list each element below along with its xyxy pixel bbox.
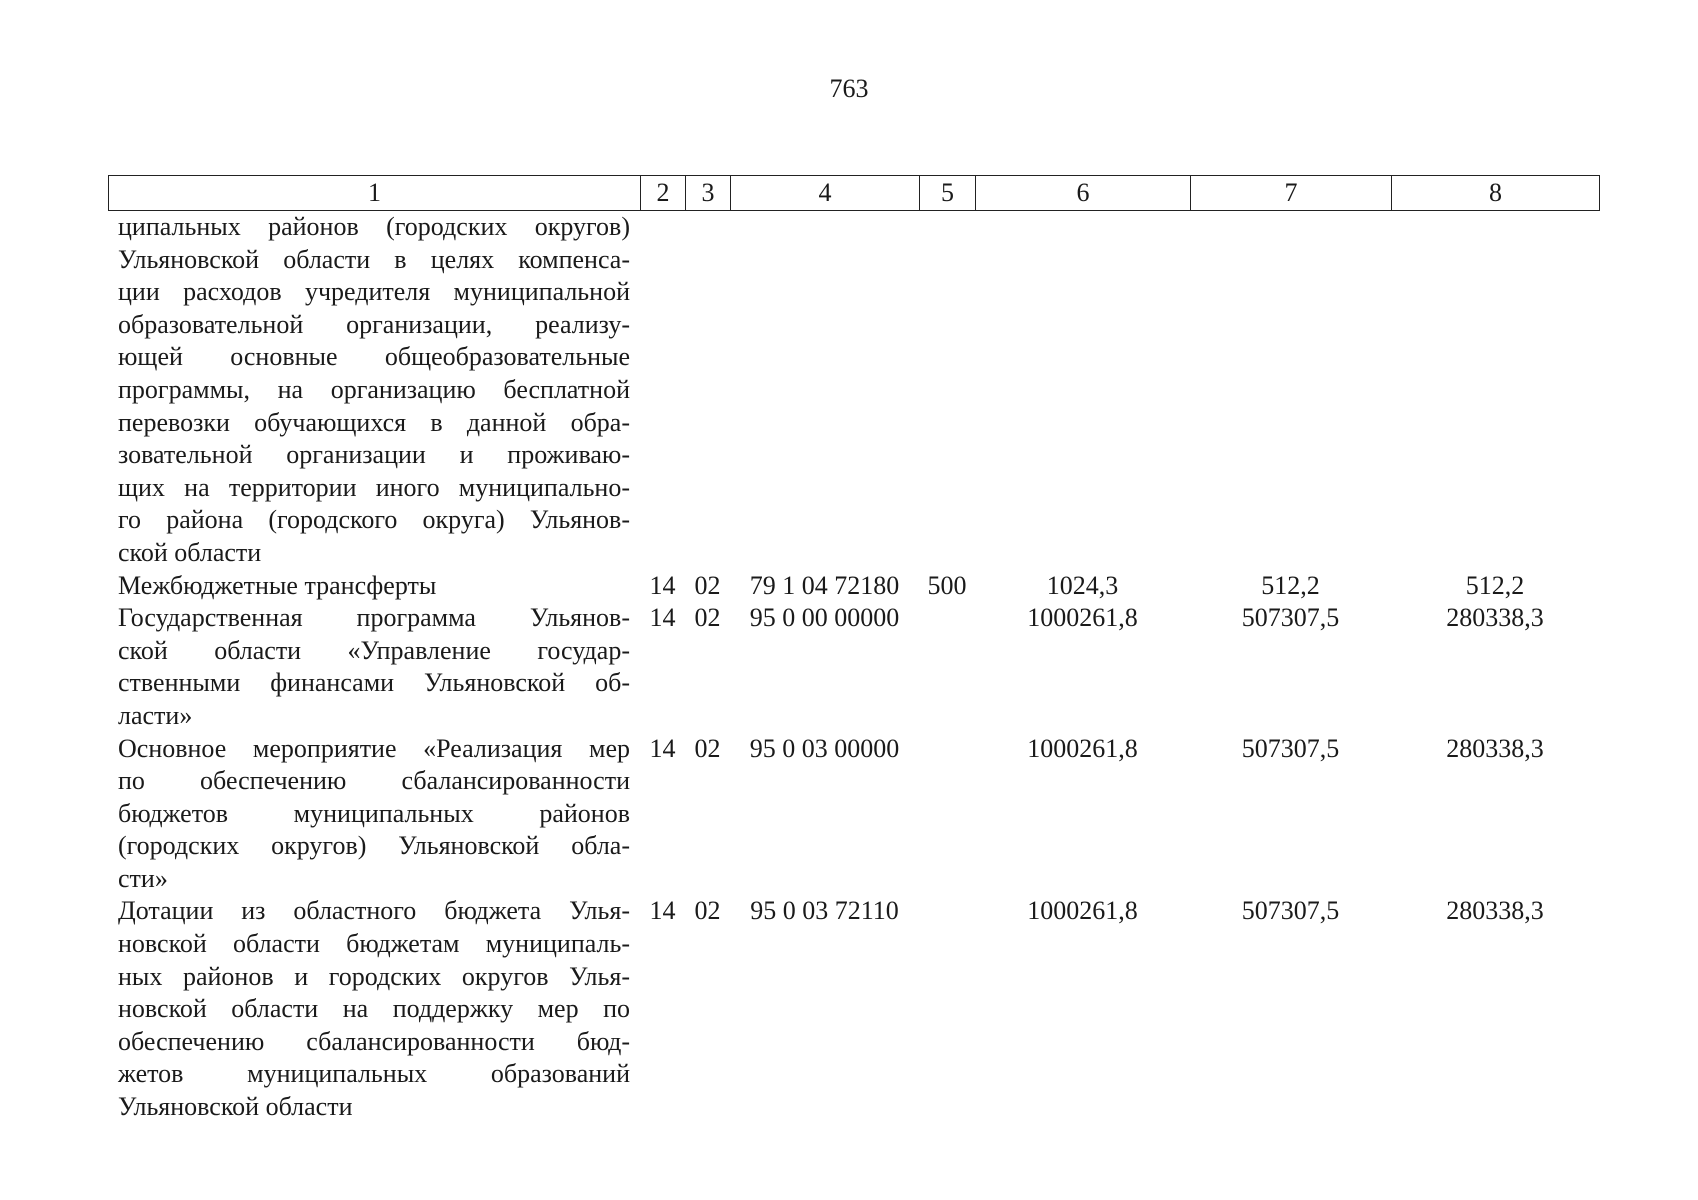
- row-col7-value: 507307,5: [1241, 733, 1340, 763]
- row-col4-code: 79 1 04 72180: [749, 570, 900, 600]
- column-header-2: 2: [641, 176, 686, 211]
- row-description: [108, 602, 640, 732]
- row-description: [108, 211, 640, 570]
- description-line: Межбюджетные трансферты: [118, 570, 437, 600]
- column-header-row: [108, 175, 1600, 211]
- description-line: ской области «Управление государ-: [118, 635, 630, 665]
- description-line: (городских округов) Ульяновской обла-: [118, 831, 630, 861]
- row-col2: 14: [649, 603, 676, 633]
- row-col3: 02: [694, 896, 721, 926]
- row-col7-value: 507307,5: [1241, 896, 1340, 926]
- description-line: ской области: [118, 537, 262, 567]
- description-line: сти»: [118, 863, 168, 893]
- column-header-6: 6: [976, 176, 1191, 211]
- row-col6-value: 1000261,8: [1027, 896, 1138, 926]
- description-line: щих на территории иного муниципально-: [118, 472, 630, 502]
- row-col4-code: 95 0 03 72110: [750, 896, 899, 926]
- row-col8-value: 512,2: [1465, 570, 1525, 600]
- row-col5: [919, 602, 975, 732]
- row-col2: 14: [649, 570, 676, 600]
- description-line: перевозки обучающихся в данной обра-: [118, 407, 630, 437]
- row-col5: [919, 211, 975, 570]
- table-row: [108, 570, 1599, 603]
- description-line: ции расходов учредителя муниципальной: [118, 277, 630, 307]
- column-header-5: 5: [920, 176, 976, 211]
- row-col5: [919, 895, 975, 1123]
- page-number: 763: [829, 74, 869, 103]
- row-col5: 500: [927, 570, 967, 600]
- description-line: новской области бюджетам муниципаль-: [118, 929, 630, 959]
- column-header-8: 8: [1392, 176, 1600, 211]
- description-line: бюджетов муниципальных районов: [118, 798, 630, 828]
- column-header-3: 3: [686, 176, 731, 211]
- description-line: образовательной организации, реализу-: [118, 309, 630, 339]
- row-col8-value: 280338,3: [1446, 603, 1544, 633]
- row-description: [108, 733, 640, 896]
- row-col6-value: 1000261,8: [1027, 603, 1138, 633]
- description-line: новской области на поддержку мер по: [118, 994, 630, 1024]
- column-header-1: 1: [109, 176, 641, 211]
- row-col8-value: [1391, 211, 1599, 570]
- table-row: [108, 602, 1599, 732]
- description-line: Ульяновской области в целях компенса-: [118, 244, 630, 274]
- description-line: Основное мероприятие «Реализация мер: [118, 733, 630, 763]
- row-col5: [919, 733, 975, 896]
- column-header-7: 7: [1191, 176, 1392, 211]
- description-line: зовательной организации и проживаю-: [118, 440, 630, 470]
- row-col8-value: 280338,3: [1446, 733, 1544, 763]
- row-col6-value: 1000261,8: [1027, 733, 1138, 763]
- row-col4-code: 95 0 00 00000: [749, 603, 900, 633]
- row-col4-code: 95 0 03 00000: [749, 733, 900, 763]
- row-description: [108, 570, 640, 603]
- description-line: ципальных районов (городских округов): [118, 212, 630, 241]
- row-col3: 02: [694, 603, 721, 633]
- description-line: обеспечению сбалансированности бюд-: [118, 1026, 630, 1056]
- description-line: Ульяновской области: [118, 1092, 353, 1122]
- table-row: [108, 211, 1599, 570]
- row-col3: 02: [694, 570, 721, 600]
- description-line: го района (городского округа) Ульянов-: [118, 505, 630, 535]
- row-col3: 02: [694, 733, 721, 763]
- row-col8-value: 280338,3: [1446, 896, 1544, 926]
- row-col7-value: 512,2: [1261, 570, 1320, 600]
- description-line: ющей основные общеобразовательные: [118, 342, 630, 372]
- description-line: программы, на организацию бесплатной: [118, 374, 630, 404]
- row-col2: [640, 211, 685, 570]
- description-line: Дотации из областного бюджета Улья-: [118, 896, 630, 926]
- description-line: жетов муниципальных образований: [118, 1059, 630, 1089]
- row-col7-value: 507307,5: [1241, 603, 1340, 633]
- table-row: [108, 733, 1599, 896]
- row-col4-code: [730, 211, 919, 570]
- budget-table: [108, 211, 1599, 1124]
- description-line: по обеспечению сбалансированности: [118, 766, 630, 796]
- row-col6-value: [975, 211, 1190, 570]
- description-line: ных районов и городских округов Улья-: [118, 961, 630, 991]
- row-col3: [685, 211, 730, 570]
- table-row: [108, 895, 1599, 1123]
- description-line: ственными финансами Ульяновской об-: [118, 668, 630, 698]
- row-col2: 14: [649, 896, 676, 926]
- description-line: ласти»: [118, 700, 193, 730]
- row-col6-value: 1024,3: [1046, 570, 1119, 600]
- row-col2: 14: [649, 733, 676, 763]
- description-line: Государственная программа Ульянов-: [118, 603, 630, 633]
- row-description: [108, 895, 640, 1123]
- row-col7-value: [1190, 211, 1391, 570]
- column-header-4: 4: [731, 176, 920, 211]
